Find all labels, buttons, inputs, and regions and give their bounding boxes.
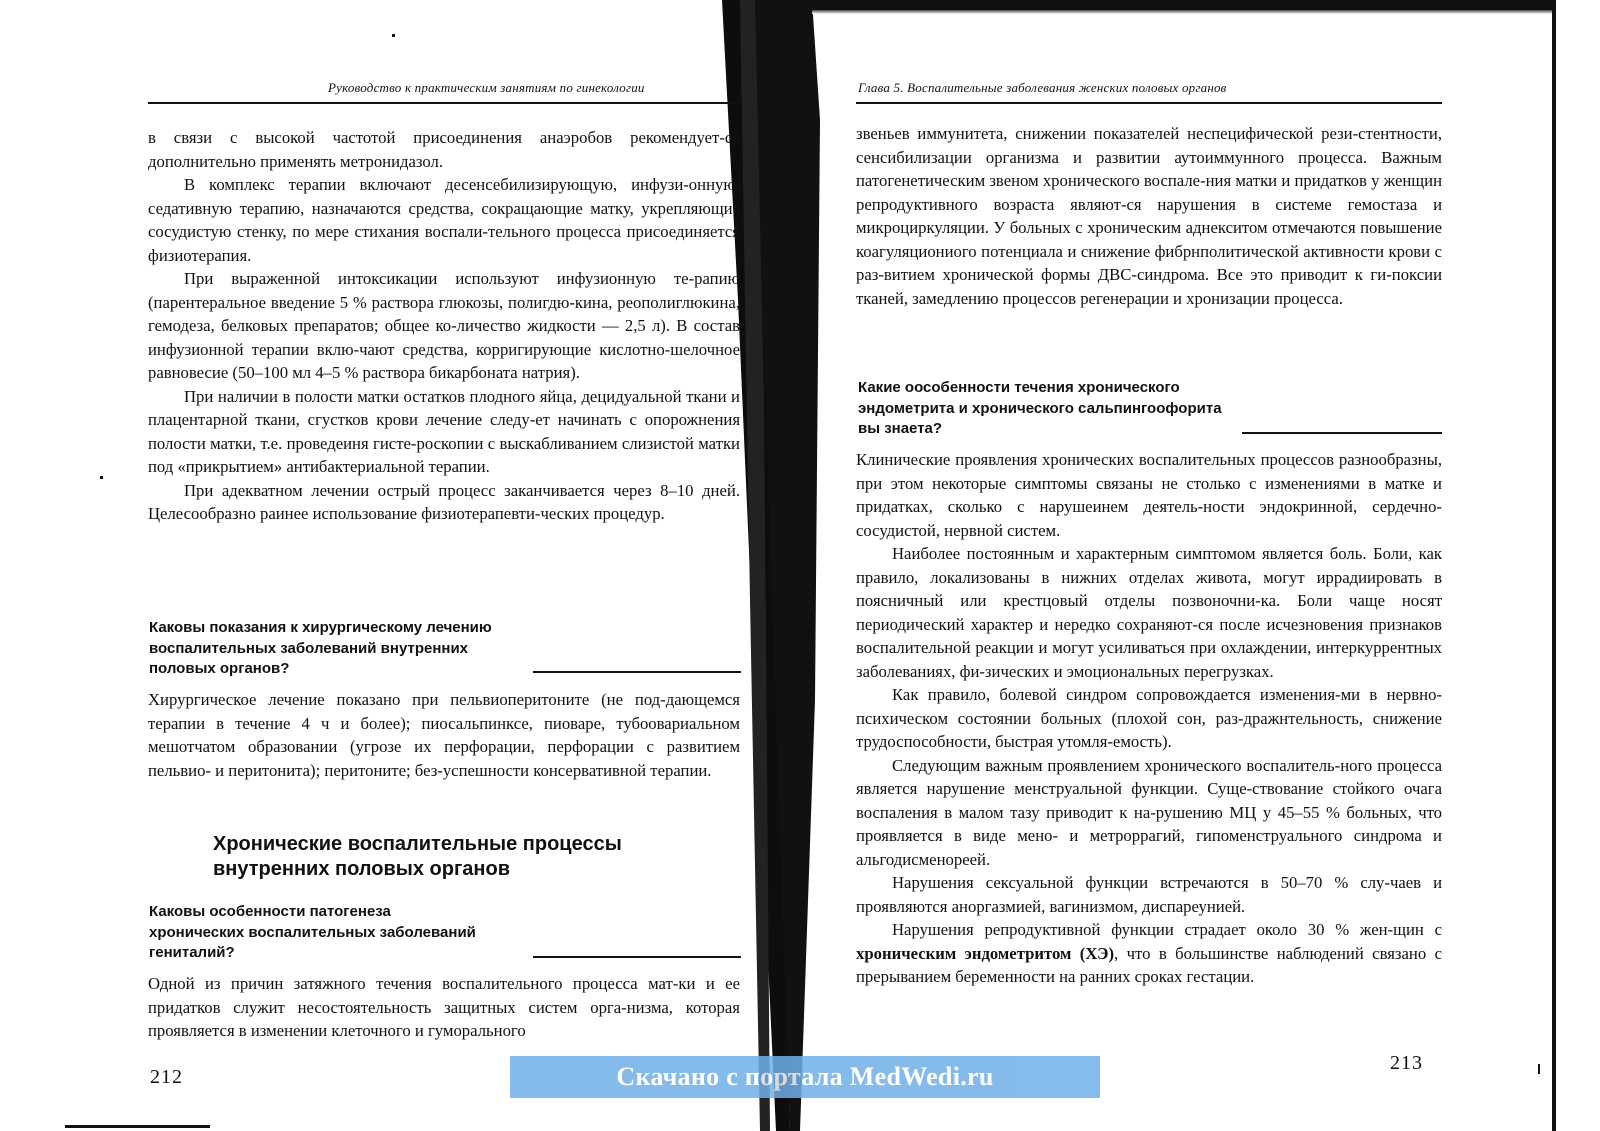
paragraph: В комплекс терапии включают десенсебилизирующую, инфузи-онную, седативную терапию, назначаются средства, сокращающие матку, укрепляющие сосудистую стенку, по мере стихания воспали-тельного процесса присоединяется физиотерапия. (148, 175, 740, 265)
left-head-rule (148, 102, 742, 104)
left-running-head: Руководство к практическим занятиям по гинекологии (328, 80, 645, 95)
scan-speck (392, 34, 395, 37)
paragraph: При выраженной интоксикации используют инфузионную те-рапию (парентеральное введение 5 % раствора глюкозы, полигдю-кина, реополиглюкина, гемодеза, белковых препаратов; общее ко-личество жидкости — 2,5 л). В состав инфузионной терапии вклю-чают средства, корригирующие кислотно-шелочное равновесие (50–100 мл 4–5 % раствора бикарбоната натрия). (148, 269, 740, 382)
paragraph: При наличии в полости матки остатков плодного яйца, децидуальной ткани и плацентарной ткани, сгустков крови лечение следу-ет начинать с опорожнения полости матки, т.е. проведеиня гисте-роскопии с выскабливанием слизистой матки под «прикрытием» антибактериальной терапии. (148, 386, 740, 476)
right-body-top (856, 122, 1442, 310)
scan-speck (1538, 1064, 1540, 1074)
left-answer-1 (148, 688, 740, 782)
question-rule (533, 671, 741, 673)
right-answer (856, 448, 1442, 989)
paragraph: При адекватном лечении острый процесс заканчивается через 8–10 дней. Целесообразно раинее использование физиотерапевти-ческих процедур. (148, 480, 740, 523)
download-watermark: Скачано с портала MedWedi.ru (510, 1056, 1100, 1098)
question-heading: Каковы особенности патогенеза хронических воспалительных заболеваний гениталий? (149, 903, 476, 961)
right-page (790, 0, 1600, 1131)
paragraph: Одной из причин затяжного течения воспалительного процесса мат-ки и ее придатков служит несостоятельность защитных систем орга-низма, которая проявляется в изменении клеточного и гуморального (148, 974, 740, 1040)
bold-term: хроническим эндометритом (ХЭ) (856, 943, 1115, 963)
right-running-head: Глава 5. Воспалительные заболевания женских половых органов (858, 80, 1227, 95)
paragraph: Следующим важным проявлением хронического воспалитель-ного процесса является нарушение менструальной функции. Суще-ствование стойкого очага воспаления в малом тазу приводит к на-рушению МЦ у 45–55 % больных, что проявляется в виде мено- и метроррагий, гипоменструального синдрома и альгодисменореей. (856, 755, 1442, 869)
question-rule (533, 956, 741, 958)
paragraph: Хирургическое лечение показано при пельвиоперитоните (не под-дающемся терапии в течение 4 ч и более); пиосальпинксе, пиоваре, тубоовариальном мешотчатом образовании (угрозе их перфорации, перфорации с развитием пельвио- и перитонита); перитоните; без-успешности консервативной терапии. (148, 690, 740, 780)
paragraph: Наиболее постоянным и характерным симптомом является боль. Боли, как правило, локализованы в нижних отделах живота, могут иррадиировать в поясничный или крестцовый отделы позвоночни-ка. Боли чаще носят периодический характер и нередко сохраняют-ся после исчезновения признаков воспалительной реакции и могут усиливаться при охлаждении, интеркуррентных заболеваниях, фи-зических и эмоциональных перегрузках. (856, 544, 1442, 681)
question-rule (1242, 432, 1442, 434)
paragraph: Как правило, болевой синдром сопровождается изменения-ми в нервно-психическом состоянии больных (плохой сон, раз-дражнтельность, снижение трудоспособности, быстрая утомля-емость). (856, 685, 1442, 751)
left-body-top (148, 126, 740, 526)
scan-speck (100, 476, 103, 479)
page-number: 212 (150, 1066, 183, 1088)
question-heading: Каковы показания к хирургическому лечению воспалительных заболеваний внутренних половых органов? (149, 619, 492, 677)
left-page (0, 0, 790, 1131)
paragraph (856, 918, 1442, 989)
paragraph: в связи с высокой частотой присоединения анаэробов рекомендует-ся дополнительно применять метронидазол. (148, 128, 740, 171)
question-heading: Какие оособенности течения хронического эндометрита и хронического сальпингоофорита вы знаета? (858, 379, 1222, 437)
right-head-rule (856, 102, 1442, 104)
scan-bottom-line (65, 1125, 210, 1128)
paragraph: звеньев иммунитета, снижении показателей неспецифической рези-стентности, сенсибилизации организма и развитии аутоиммунного процесса. Важным патогенетическим звеном хронического воспале-ния матки и придатков у женщин репродуктивного возраста являют-ся нарушения в системе гемостаза и микроциркуляции. У больных с хроническим аднекситом отмечаются повышение коагуляциониого потенциала и снижение фибрнполитической активности крови с раз-витием хронической формы ДВС-синдрома. Все это приводит к ги-поксии тканей, замедлению процессов регенерации и хронизации процесса. (856, 124, 1442, 308)
paragraph: Клинические проявления хронических воспалительных процессов разнообразны, при этом некоторые симптомы связаны не столько с изменениями в матке и придатках, сколько с нарушеинем деятель-ности эндокринной, сердечно-сосудистой, нервной систем. (856, 450, 1442, 540)
paragraph: Нарушения сексуальной функции встречаются в 50–70 % слу-чаев и проявляются аноргазмией, вагинизмом, диспареунией. (856, 873, 1442, 916)
text-run: Нарушения репродуктивной функции страдает около 30 % жен-щин с (892, 920, 1442, 939)
text-run: , что в большинстве наблюдений связано с прерыванием беременности на ранних сроках гестации. (856, 943, 1442, 986)
left-answer-2 (148, 972, 740, 1043)
page-number: 213 (1390, 1052, 1423, 1074)
section-title: Хронические воспалительные процессы внутренних половых органов (213, 833, 622, 880)
